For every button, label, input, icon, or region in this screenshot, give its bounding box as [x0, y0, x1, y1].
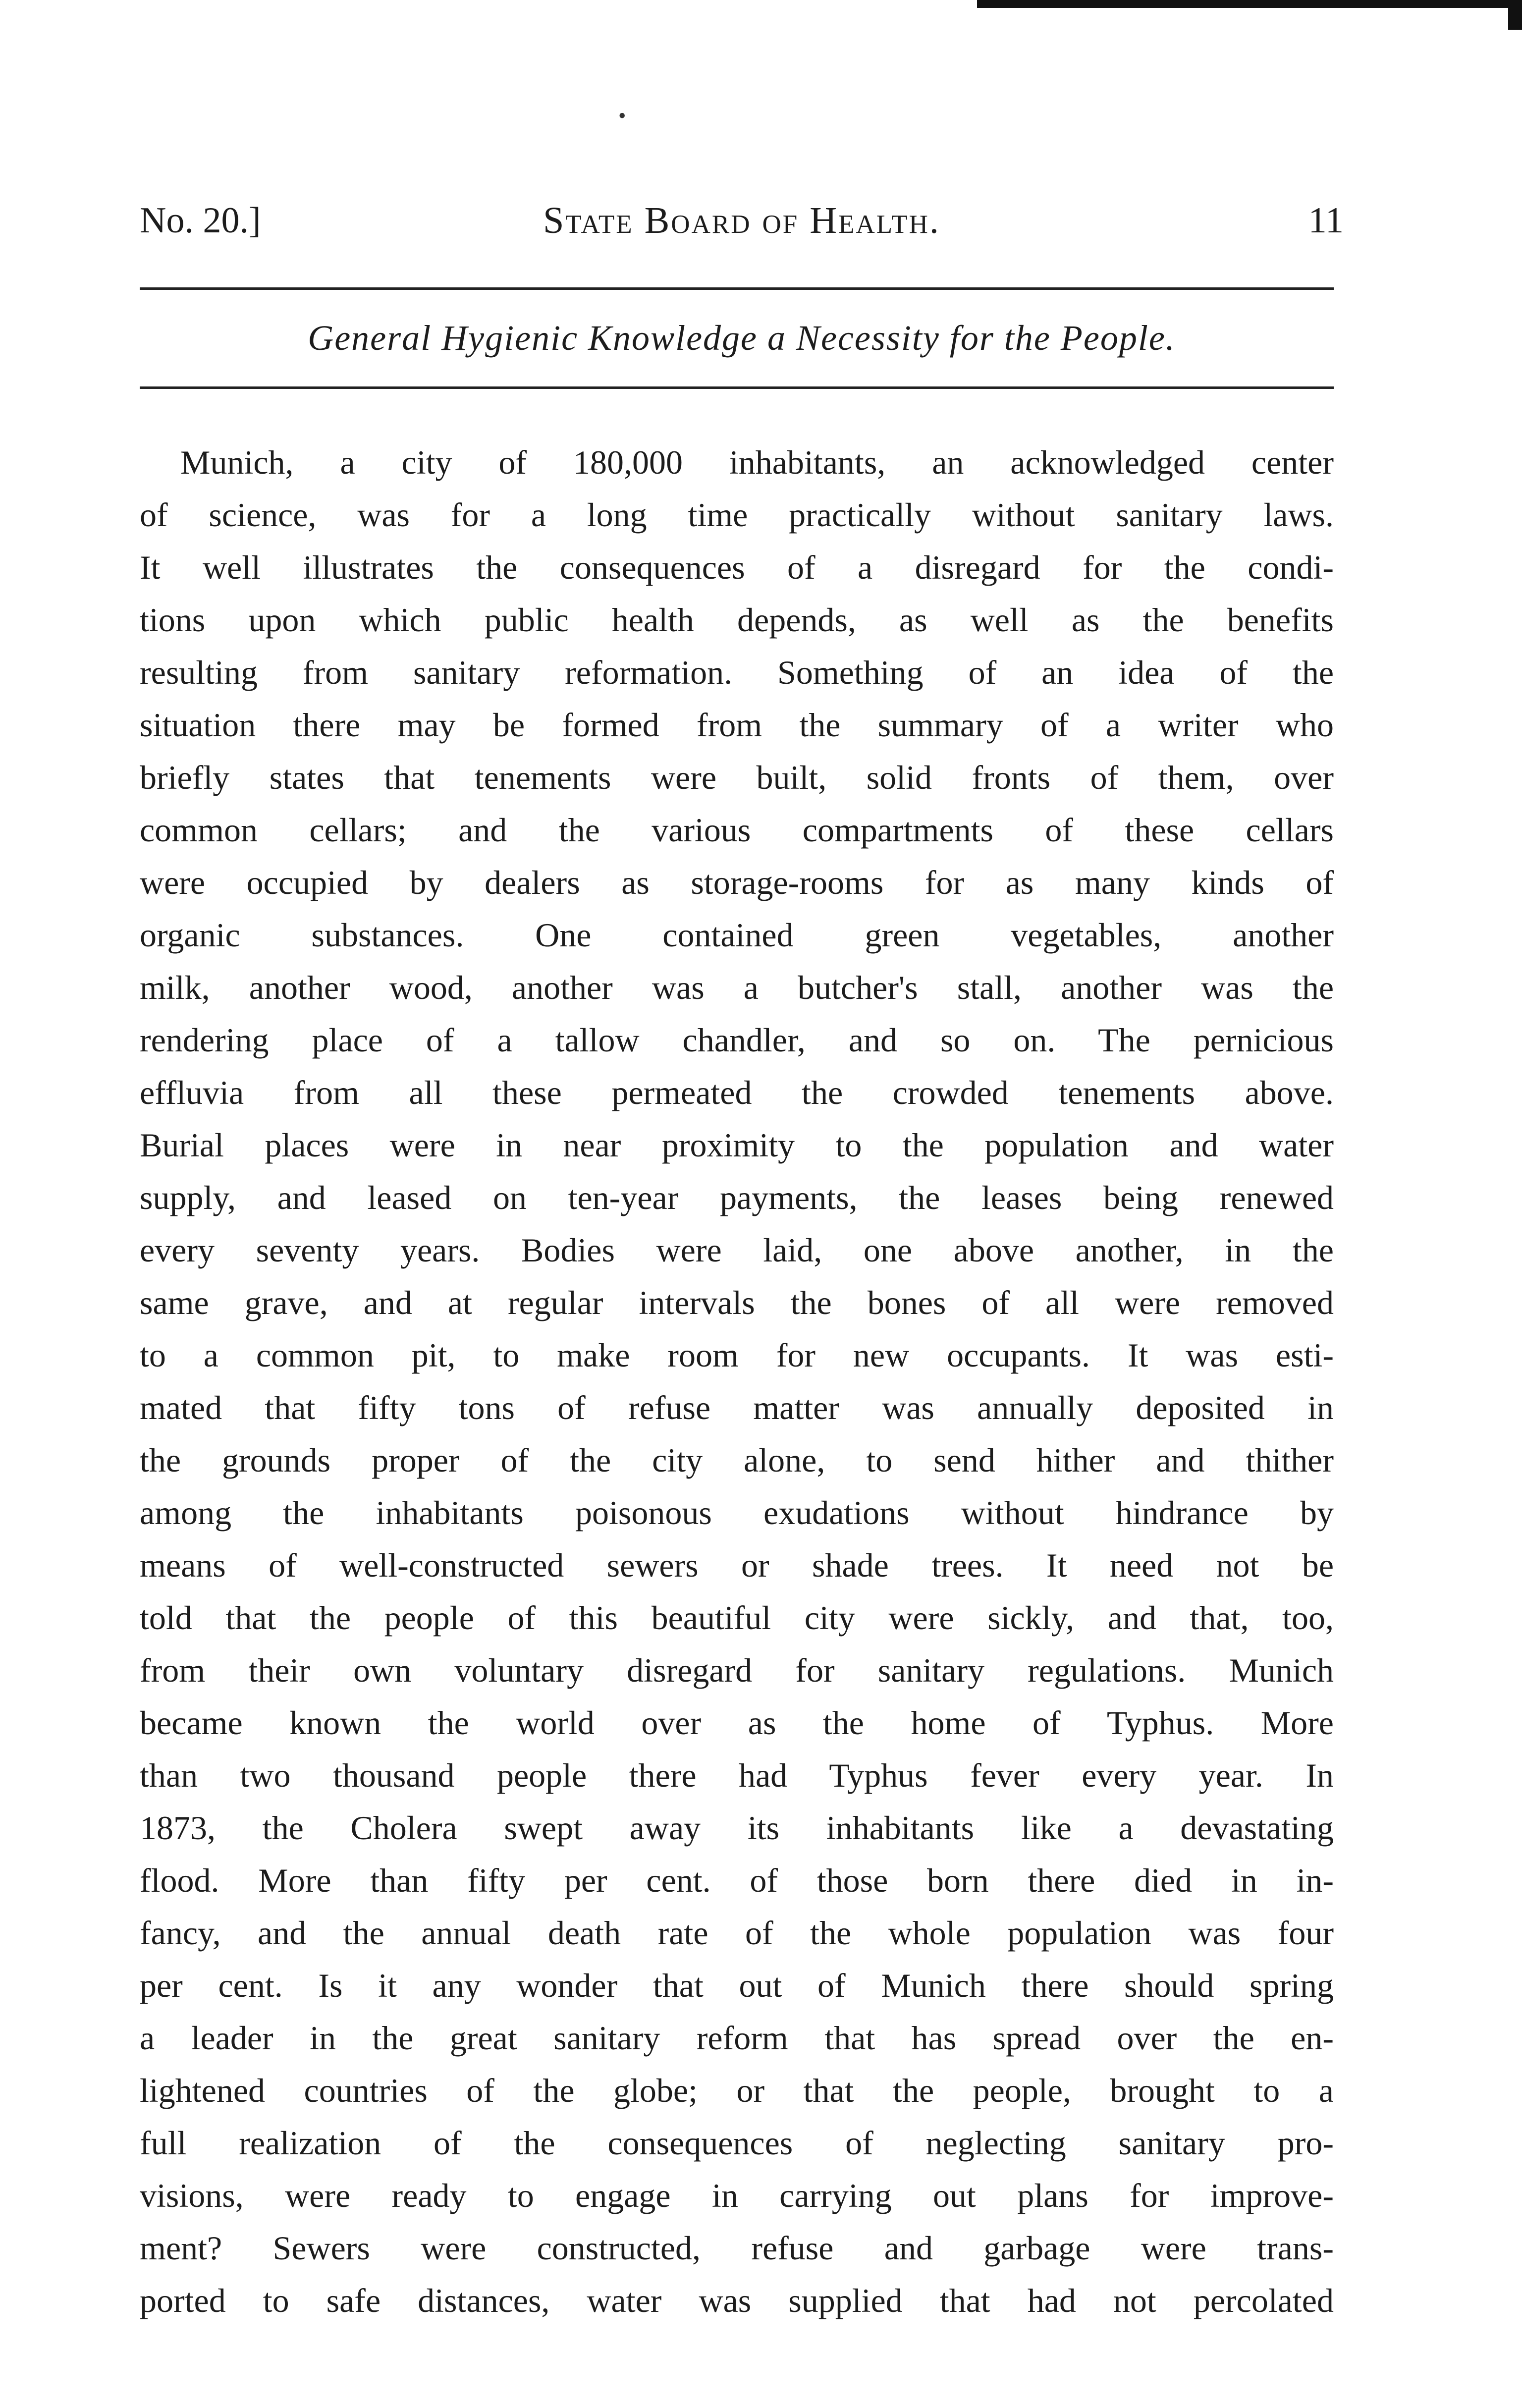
text-line: ment? Sewers were constructed, refuse and garbage were trans- — [140, 2229, 1334, 2267]
text-line: told that the people of this beautiful city were sickly, and that, too, — [140, 1599, 1334, 1637]
header-rule-bottom — [140, 386, 1334, 389]
text-line: tions upon which public health depends, as well as the benefits — [140, 601, 1334, 639]
text-line: Burial places were in near proximity to the population and water — [140, 1126, 1334, 1164]
running-title: State Board of Health. — [543, 200, 940, 241]
document-number: No. 20.] — [140, 200, 261, 241]
text-line: the grounds proper of the city alone, to send hither and thither — [140, 1441, 1334, 1479]
text-line: common cellars; and the various compartments of these cellars — [140, 811, 1334, 849]
text-line: milk, another wood, another was a butcher's stall, another was the — [140, 969, 1334, 1006]
text-line: every seventy years. Bodies were laid, one above another, in the — [140, 1231, 1334, 1269]
text-line: same grave, and at regular intervals the bones of all were removed — [140, 1284, 1334, 1321]
text-line: It well illustrates the consequences of a disregard for the condi- — [140, 548, 1334, 586]
text-line: rendering place of a tallow chandler, and so on. The pernicious — [140, 1021, 1334, 1059]
text-line: Munich, a city of 180,000 inhabitants, an acknowledged center — [180, 443, 1334, 481]
text-line: were occupied by dealers as storage-rooms for as many kinds of — [140, 864, 1334, 901]
text-line: means of well-constructed sewers or shade trees. It need not be — [140, 1546, 1334, 1584]
text-line: from their own voluntary disregard for sanitary regulations. Munich — [140, 1651, 1334, 1689]
text-line: among the inhabitants poisonous exudations without hindrance by — [140, 1494, 1334, 1532]
text-line: a leader in the great sanitary reform that has spread over the en- — [140, 2019, 1334, 2057]
text-line: full realization of the consequences of neglecting sanitary pro- — [140, 2124, 1334, 2162]
text-line: supply, and leased on ten-year payments, the leases being renewed — [140, 1179, 1334, 1216]
text-line: fancy, and the annual death rate of the whole population was four — [140, 1914, 1334, 1952]
header-rule-top — [140, 287, 1334, 290]
text-line: resulting from sanitary reformation. Something of an idea of the — [140, 654, 1334, 691]
text-line: ported to safe distances, water was supplied that had not percolated — [140, 2282, 1334, 2319]
page-number: 11 — [1308, 200, 1344, 241]
text-line: per cent. Is it any wonder that out of Munich there should spring — [140, 1967, 1334, 2004]
section-title: General Hygienic Knowledge a Necessity for the People. — [308, 318, 1176, 358]
text-line: flood. More than fifty per cent. of those born there died in in- — [140, 1861, 1334, 1899]
text-line: became known the world over as the home of Typhus. More — [140, 1704, 1334, 1742]
text-line: 1873, the Cholera swept away its inhabitants like a devastating — [140, 1809, 1334, 1847]
text-line: effluvia from all these permeated the crowded tenements above. — [140, 1074, 1334, 1111]
text-line: mated that fifty tons of refuse matter was annually deposited in — [140, 1389, 1334, 1426]
text-line: than two thousand people there had Typhus fever every year. In — [140, 1756, 1334, 1794]
scan-edge-line — [977, 0, 1522, 8]
text-line: visions, were ready to engage in carrying out plans for improve- — [140, 2177, 1334, 2214]
text-line: lightened countries of the globe; or that the people, brought to a — [140, 2072, 1334, 2109]
text-line: of science, was for a long time practically without sanitary laws. — [140, 496, 1334, 534]
print-speck: • — [618, 104, 626, 128]
scan-edge-tick — [1508, 0, 1522, 30]
text-line: briefly states that tenements were built, solid fronts of them, over — [140, 759, 1334, 796]
text-line: situation there may be formed from the summary of a writer who — [140, 706, 1334, 744]
scan-edge — [0, 0, 1522, 12]
text-line: to a common pit, to make room for new occupants. It was esti- — [140, 1336, 1334, 1374]
body-paragraph — [140, 436, 1334, 2327]
text-line: organic substances. One contained green vegetables, another — [140, 916, 1334, 954]
running-head — [140, 193, 1344, 248]
